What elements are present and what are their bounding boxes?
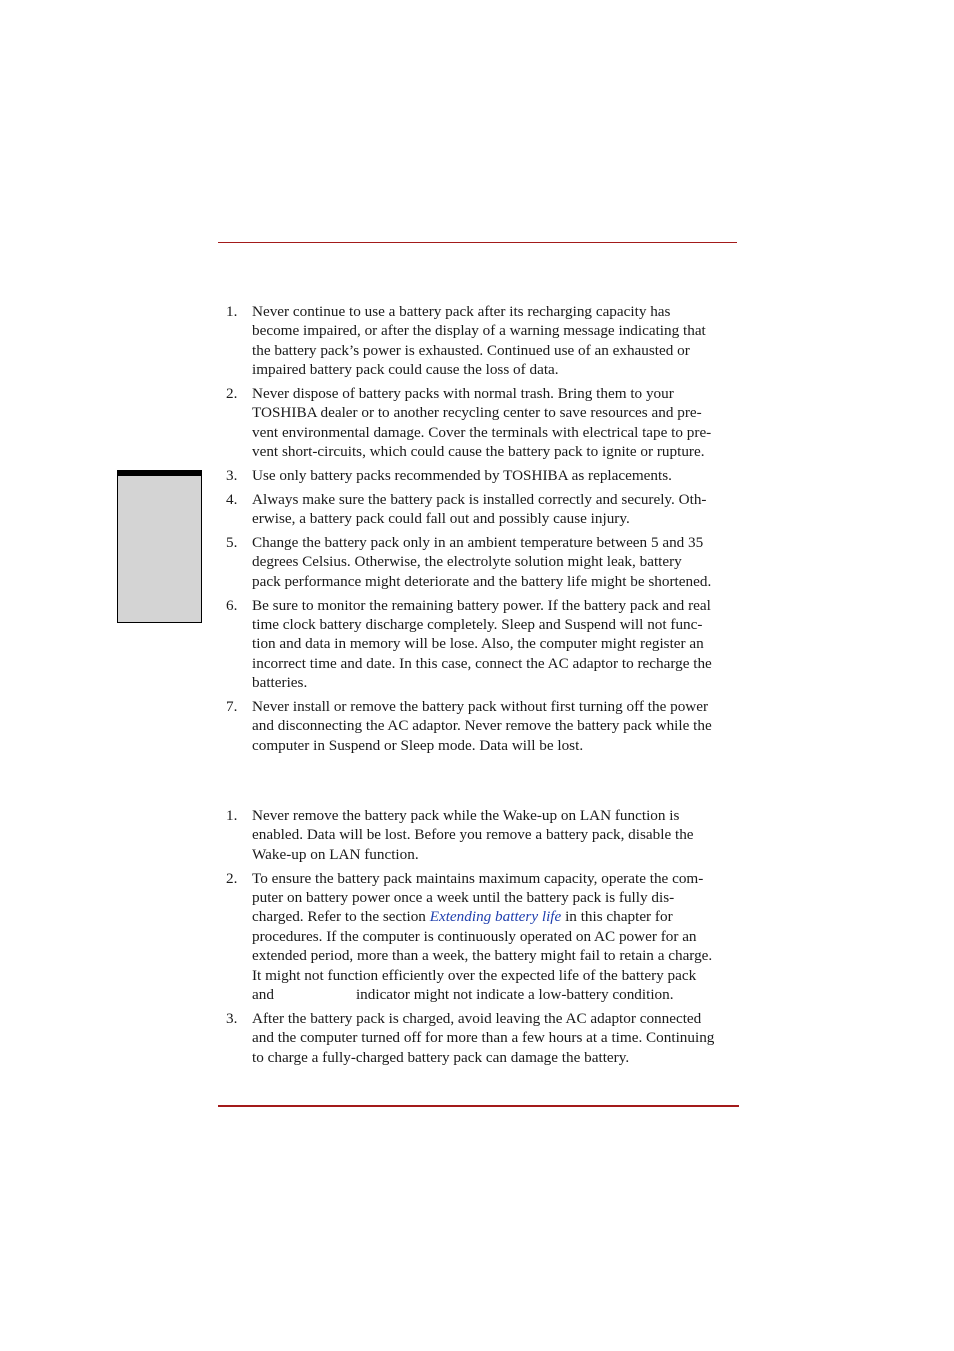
item-number: 2. [226, 385, 238, 403]
item-number: 3. [226, 1009, 238, 1027]
list-item [226, 384, 746, 462]
item-text: Never dispose of battery packs with normal trash. Bring them to your TOSHIBA dealer or to another recycling center to save resources and pre- vent environmental damage. Cover the terminals with electrical tape to pre- vent short-circuits, which could cause the battery pack to ignite or rupture. [252, 385, 712, 461]
item-text-after-link: in this chapter for procedures. If the computer is continuously operated on AC power for an extended period, more than a week, the battery might fail to retain a charge. It might not function efficiently over the expected life of the battery pack and [252, 908, 713, 1004]
list-item [226, 1009, 746, 1067]
item-text: Be sure to monitor the remaining battery power. If the battery pack and real time clock battery discharge completely. Sleep and Suspend will not func- tion and data in memory will be lose. Also, the computer might register an incorrect time and date. In this case, connect the AC adaptor to recharge the batteries. [252, 596, 712, 692]
item-text [252, 869, 742, 1005]
item-number: 7. [226, 698, 238, 716]
item-text-tail: indicator might not indicate a low-battery condition. [355, 986, 674, 1004]
list-item [226, 490, 746, 529]
list-item [226, 596, 746, 693]
list-item [226, 806, 746, 864]
item-number: 1. [226, 303, 238, 320]
item-number: 6. [226, 596, 238, 614]
battery-caution-list [226, 302, 746, 760]
bottom-rule [218, 1105, 739, 1107]
item-number: 1. [226, 807, 238, 824]
item-text: Never install or remove the battery pack without first turning off the power and disconnecting the AC adaptor. Never remove the battery pack while the computer in Suspend or Sleep mode. Data will be lost. [252, 698, 712, 754]
item-text: Use only battery packs recommended by TOSHIBA as replacements. [252, 467, 672, 485]
item-number: 5. [226, 534, 238, 552]
list-item [226, 533, 746, 591]
item-text: Never continue to use a battery pack after its recharging capacity has become impaired, or after the display of a warning message indicating that the battery pack’s power is exhausted. Continued use of an exhausted or impaired battery pack could cause the loss of data. [252, 303, 706, 379]
item-text: After the battery pack is charged, avoid leaving the AC adaptor connected and the computer turned off for more than a few hours at a time. Continuing to charge a fully-charged battery pack can damage the battery. [252, 1009, 715, 1066]
item-text: Always make sure the battery pack is installed correctly and securely. Oth- erwise, a battery pack could fall out and possibly cause injury. [252, 490, 707, 528]
chapter-side-tab [117, 470, 202, 623]
item-number: 2. [226, 869, 238, 887]
item-text: Change the battery pack only in an ambient temperature between 5 and 35 degrees Celsius. Otherwise, the electrolyte solution might leak, battery pack performance might deteriorate and the battery life might be shortened. [252, 534, 712, 590]
top-rule [218, 242, 737, 243]
list-item [226, 302, 746, 380]
list-item [226, 869, 746, 1005]
item-text: Never remove the battery pack while the Wake-up on LAN function is enabled. Data will be lost. Before you remove a battery pack, disable the Wake-up on LAN function. [252, 807, 694, 863]
item-number: 3. [226, 467, 238, 485]
list-item [226, 466, 746, 485]
extending-battery-life-link[interactable]: Extending battery life [429, 908, 562, 926]
item-number: 4. [226, 490, 238, 508]
battery-notice-list [226, 806, 746, 1071]
item-text-before-link: To ensure the battery pack maintains maximum capacity, operate the com- puter on battery power once a week until the battery pack is fully dis- charged. Refer to the section [252, 869, 704, 926]
list-item [226, 697, 746, 755]
